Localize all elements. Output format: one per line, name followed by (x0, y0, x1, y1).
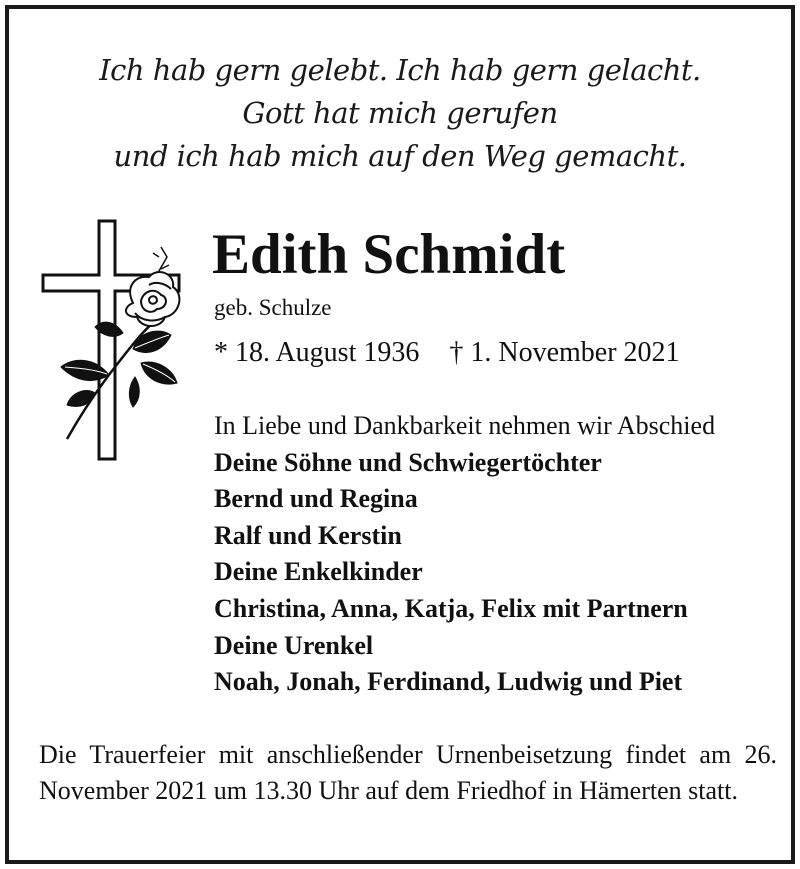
death-date: † 1. November 2021 (449, 337, 680, 368)
obituary-frame (5, 5, 795, 864)
poem-line-3: und ich hab mich auf den Weg gemacht. (113, 139, 687, 173)
poem-line-1: Ich hab gern gelebt. Ich hab gern gelacht. (99, 53, 701, 87)
life-dates (214, 336, 680, 370)
maiden-name: geb. Schulze (214, 295, 332, 320)
mourner-line: Ralf und Kerstin (214, 520, 402, 550)
mourner-line: Bernd und Regina (214, 484, 418, 514)
poem (9, 49, 791, 178)
mourners-block (214, 408, 715, 701)
mourner-line: Deine Söhne und Schwiegertöchter (214, 447, 602, 477)
birth-date: * 18. August 1936 (214, 337, 420, 368)
mourner-line: Noah, Jonah, Ferdinand, Ludwig und Piet (214, 667, 683, 697)
deceased-name: Edith Schmidt (212, 223, 566, 286)
mourner-line: Christina, Anna, Katja, Felix mit Partnern (214, 593, 688, 623)
funeral-notice: Die Trauerfeier mit anschließender Urnenbeisetzung findet am 26. November 2021 um 13.30 Uhr auf dem Friedhof in Hämerten statt. (39, 740, 777, 805)
cross-with-rose-icon (37, 217, 187, 467)
mourner-line: Deine Enkelkinder (214, 557, 423, 587)
mourner-line: Deine Urenkel (214, 630, 374, 660)
poem-line-2: Gott hat mich gerufen (242, 96, 558, 130)
mourners-intro: In Liebe und Dankbarkeit nehmen wir Abschied (214, 411, 716, 440)
